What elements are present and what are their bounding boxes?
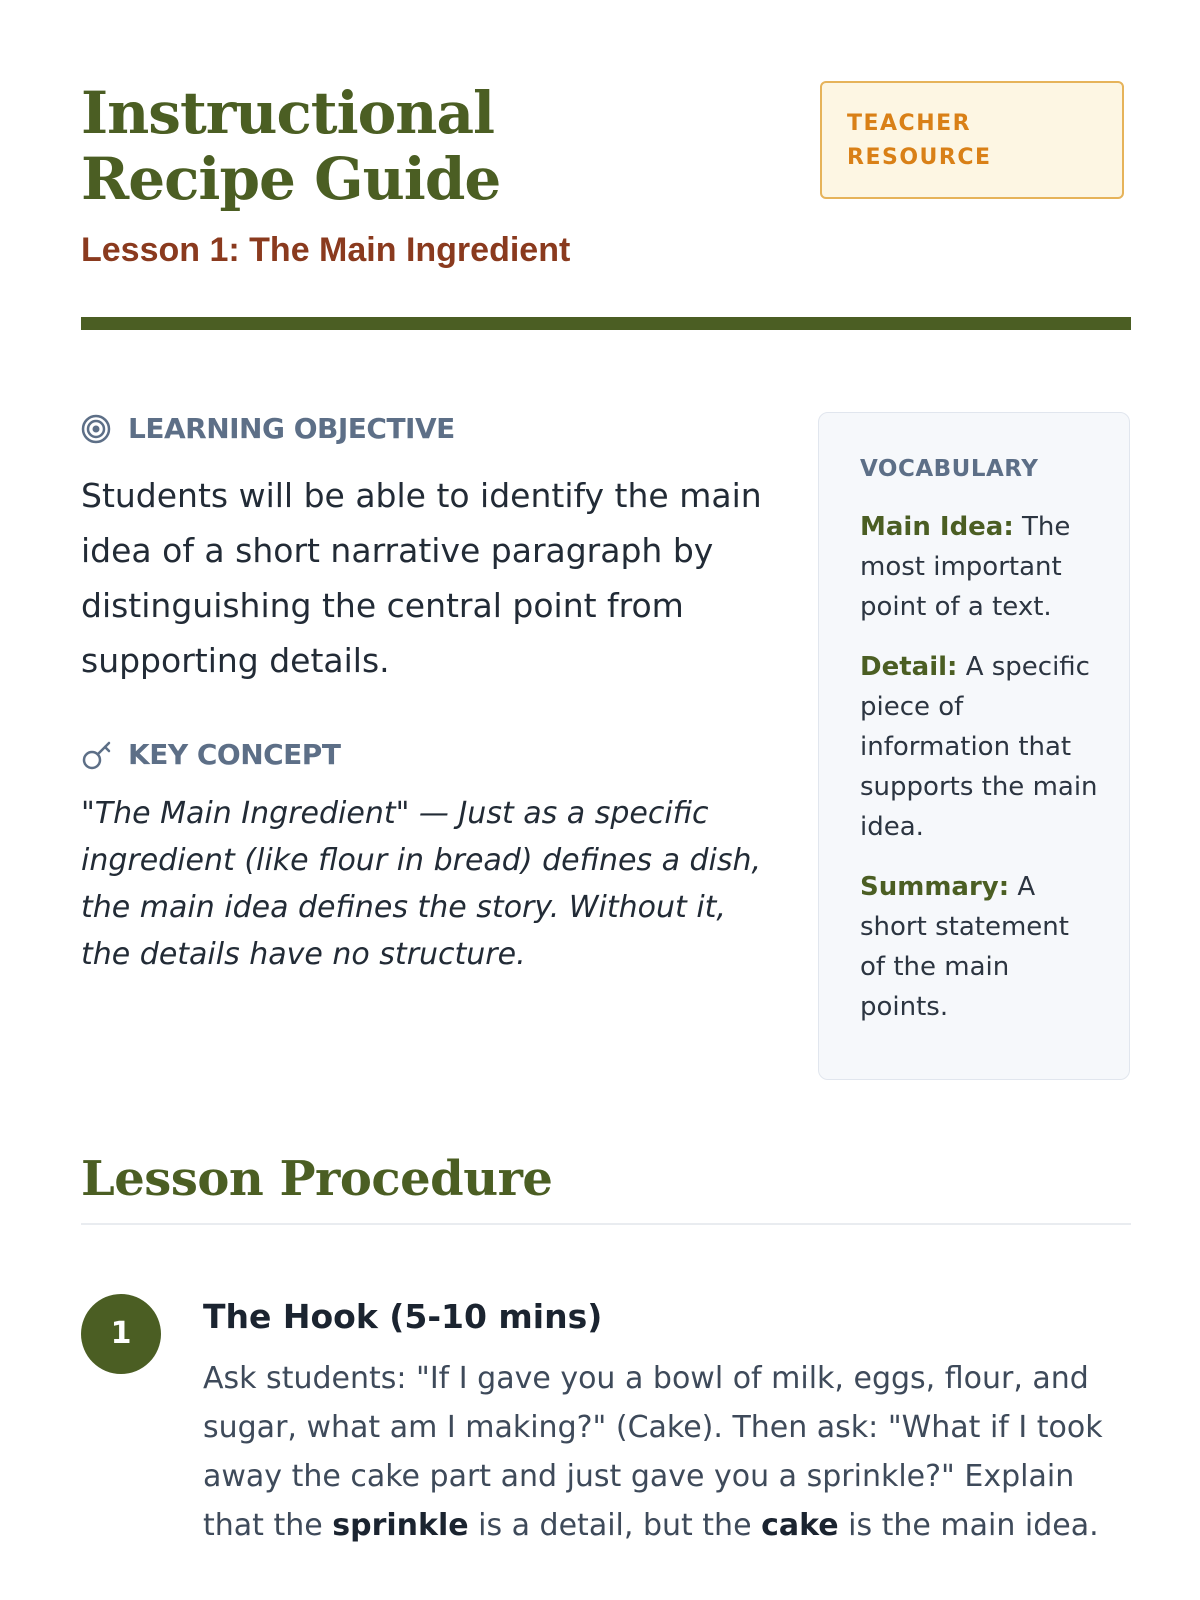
step-body-text: is the main idea. [838,1508,1099,1543]
procedure-divider [81,1223,1131,1225]
step-body-emphasis: sprinkle [332,1508,469,1543]
vocabulary-term: Main Idea: [860,512,1014,542]
lesson-subtitle: Lesson 1: The Main Ingredient [81,231,571,269]
vocabulary-item [860,507,1099,627]
learning-objective-label: LEARNING OBJECTIVE [128,412,455,445]
vocabulary-definition: A short statement of the main points. [860,872,1069,1022]
step-body-text: is a detail, but the [468,1508,762,1543]
page-title: Instructional Recipe Guide [81,79,501,213]
vocabulary-title: VOCABULARY [860,456,1039,482]
key-concept-text: "The Main Ingredient" — Just as a specific ingredient (like flour in bread) defines a dish, the main idea defines the story. Without it, the details have no structure. [81,796,762,972]
vocabulary-term: Summary: [860,872,1010,902]
key-concept-label: KEY CONCEPT [128,738,341,771]
step-title: The Hook (5-10 mins) [203,1297,603,1336]
vocabulary-definition: The most important point of a text. [860,512,1071,622]
vocabulary-item [860,867,1099,1027]
header-divider [81,317,1131,330]
step-number-badge: 1 [81,1294,161,1374]
vocabulary-item [860,647,1099,847]
learning-objective-heading [81,412,771,446]
key-icon [81,738,115,772]
learning-objective-section [81,412,771,688]
step-body [203,1354,1123,1550]
vocabulary-list [860,507,1099,1027]
target-icon [81,412,115,446]
step-body-emphasis: cake [761,1508,839,1543]
vocabulary-term: Detail: [860,652,958,682]
learning-objective-text: Students will be able to identify the main idea of a short narrative paragraph by distinguishing the central point from supporting details. [81,476,762,680]
lesson-procedure-heading: Lesson Procedure [81,1151,553,1207]
key-concept-section [81,738,781,978]
key-concept-heading [81,738,781,772]
vocabulary-definition: A specific piece of information that supports the main idea. [860,652,1098,842]
step-body-text: Ask students: "If I gave you a bowl of milk, eggs, flour, and sugar, what am I making?" (Cake). Then ask: "What if I took away the cake part and just gave you a sprinkle?" Explain that the [203,1361,1103,1543]
teacher-resource-badge: TEACHER RESOURCE [820,81,1124,199]
vocabulary-box [818,412,1130,1080]
